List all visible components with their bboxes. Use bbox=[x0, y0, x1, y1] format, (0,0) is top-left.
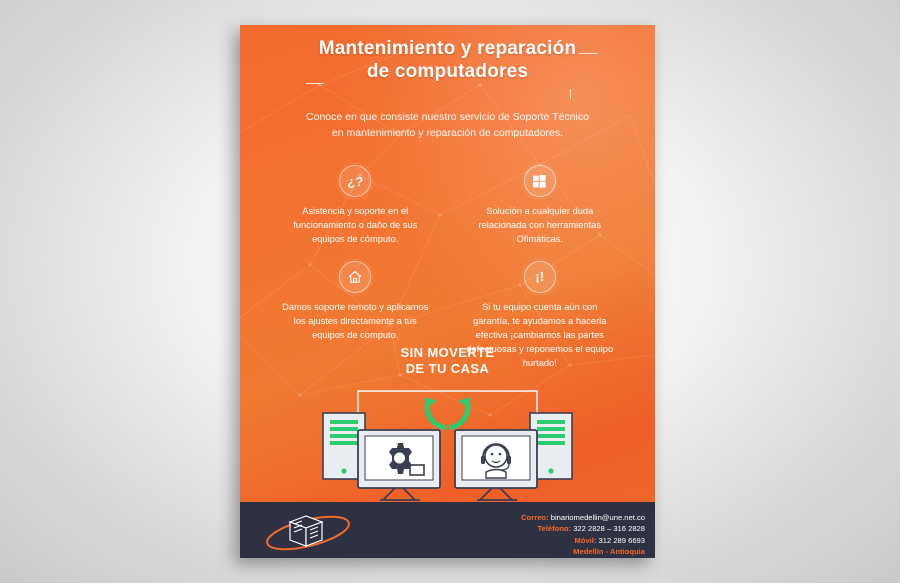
slogan-line-1: SIN MOVERTE bbox=[400, 345, 495, 360]
right-monitor-agent bbox=[455, 430, 537, 500]
question-mark-icon: ¿? bbox=[339, 165, 371, 197]
intro-paragraph: Conoce en que consiste nuestro servicio de Soporte Técnico en mantenimiento y reparación de computadores. bbox=[306, 111, 589, 140]
feature-grid bbox=[266, 165, 629, 371]
footer-email-label: Correo: bbox=[521, 513, 549, 522]
decorative-tick bbox=[306, 83, 324, 84]
sync-arrows-icon bbox=[425, 397, 471, 430]
alert-exclamation-icon: ¡! bbox=[524, 261, 556, 293]
footer-city: Medellín - Antioquia bbox=[573, 547, 645, 557]
footer-email-value[interactable]: binariomedellin@une.net.co bbox=[550, 513, 645, 522]
footer-phone-label: Teléfono: bbox=[537, 524, 572, 534]
decorative-tick bbox=[570, 89, 571, 99]
windows-icon bbox=[524, 165, 556, 197]
company-logo bbox=[260, 508, 356, 554]
footer-email-line bbox=[521, 512, 645, 523]
footer-mobile-line bbox=[521, 535, 645, 546]
windows-glyph bbox=[533, 175, 546, 188]
slogan-line-2: DE TU CASA bbox=[405, 361, 490, 377]
poster bbox=[240, 25, 655, 558]
home-glyph bbox=[348, 270, 362, 284]
headline-line-2: de computadores bbox=[366, 61, 529, 83]
feature-text: Solución a cualquier duda relacionada con herramientas Ofimáticas. bbox=[478, 206, 601, 244]
poster-canvas bbox=[240, 25, 655, 558]
headline-line-1: Mantenimiento y reparación bbox=[318, 38, 577, 59]
footer-contact-block bbox=[521, 512, 645, 558]
feature-text: Si tu equipo cuenta aún con garantía, te ayudamos a hacerla efectiva ¡cambiamos las partes defectuosas y reponemos el equipo hurtado! bbox=[466, 301, 614, 368]
feature-item-office bbox=[451, 165, 630, 247]
decorative-tick bbox=[579, 53, 597, 54]
left-monitor-gear bbox=[358, 430, 440, 500]
remote-support-illustration bbox=[240, 373, 655, 508]
footer-mobile-value: 312 289 6693 bbox=[598, 535, 645, 545]
feature-text: Damos soporte remoto y aplicamos los ajustes directamente a tus equipos de computo. bbox=[282, 301, 429, 340]
poster-headline bbox=[240, 37, 655, 83]
footer-phone-value: 322 2828 – 316 2828 bbox=[573, 524, 645, 534]
feature-item-support bbox=[266, 165, 445, 247]
poster-footer bbox=[240, 502, 655, 558]
footer-phone-line bbox=[521, 523, 645, 534]
footer-mobile-label: Móvil: bbox=[574, 535, 597, 545]
home-icon bbox=[339, 261, 371, 293]
feature-text: Asistencia y soporte en el funcionamiento o daño de sus equipos de cómputo. bbox=[293, 206, 418, 244]
